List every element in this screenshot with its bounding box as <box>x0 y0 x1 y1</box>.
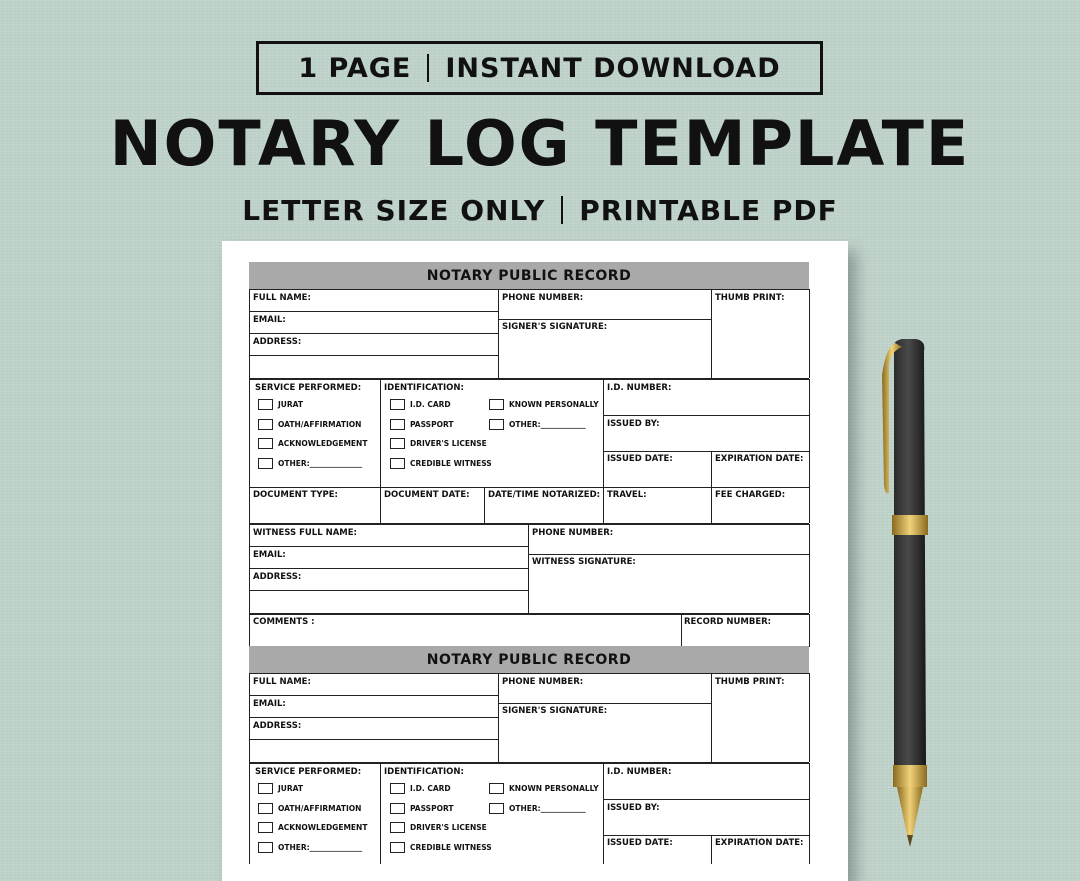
thumb-print-label: THUMB PRINT: <box>715 677 785 687</box>
document-date-label: DOCUMENT DATE: <box>384 490 470 500</box>
full-name-label: FULL NAME: <box>253 293 311 303</box>
service-option: OATH/AFFIRMATION <box>278 419 362 429</box>
service-option: JURAT <box>278 400 303 409</box>
grid-line <box>249 355 498 356</box>
thumb-print-label: THUMB PRINT: <box>715 293 785 303</box>
format-note: PRINTABLE PDF <box>579 193 838 227</box>
grid-line <box>249 289 809 290</box>
witness-address-label: ADDRESS: <box>253 572 302 582</box>
grid-line <box>809 763 810 864</box>
pen-image <box>872 335 936 855</box>
id-checkbox <box>489 399 504 410</box>
id-option: KNOWN PERSONALLY <box>509 784 599 793</box>
email-label: EMAIL: <box>253 315 286 325</box>
id-checkbox <box>390 822 405 833</box>
top-banner-box <box>256 41 823 95</box>
grid-line <box>249 590 528 591</box>
service-checkbox <box>258 419 273 430</box>
grid-line <box>484 487 485 523</box>
id-checkbox <box>390 458 405 469</box>
grid-line <box>249 379 809 380</box>
service-option: ACKNOWLEDGEMENT <box>278 439 368 448</box>
travel-label: TRAVEL: <box>607 490 647 500</box>
instant-download: INSTANT DOWNLOAD <box>445 52 781 84</box>
grid-line <box>603 451 809 452</box>
id-option: CREDIBLE WITNESS <box>410 458 492 468</box>
subtitle <box>0 190 1080 230</box>
id-option: PASSPORT <box>410 419 454 429</box>
full-name-label: FULL NAME: <box>253 677 311 687</box>
witness-name-label: WITNESS FULL NAME: <box>253 528 357 538</box>
grid-line <box>249 763 809 764</box>
grid-line <box>809 379 810 523</box>
service-option: JURAT <box>278 784 303 793</box>
identification-label: IDENTIFICATION: <box>384 767 464 777</box>
id-option: PASSPORT <box>410 803 454 813</box>
address-label: ADDRESS: <box>253 721 302 731</box>
grid-line <box>809 289 810 378</box>
id-option: DRIVER'S LICENSE <box>410 439 487 448</box>
pages-count: 1 PAGE <box>298 52 412 84</box>
phone-label: PHONE NUMBER: <box>502 677 584 687</box>
grid-line <box>528 554 809 555</box>
grid-line <box>249 487 809 488</box>
size-note: LETTER SIZE ONLY <box>242 193 546 227</box>
witness-email-label: EMAIL: <box>253 550 286 560</box>
record-heading: NOTARY PUBLIC RECORD <box>249 262 809 289</box>
service-checkbox <box>258 783 273 794</box>
grid-line <box>249 524 809 525</box>
id-checkbox <box>390 419 405 430</box>
grid-line <box>498 289 499 378</box>
issued-by-label: ISSUED BY: <box>607 803 660 813</box>
grid-line <box>249 739 498 740</box>
phone-label: PHONE NUMBER: <box>502 293 584 303</box>
grid-line <box>249 379 250 523</box>
grid-line <box>249 614 809 615</box>
grid-line <box>711 451 712 523</box>
grid-line <box>603 763 604 864</box>
id-checkbox <box>390 783 405 794</box>
id-checkbox <box>489 803 504 814</box>
id-option: CREDIBLE WITNESS <box>410 842 492 852</box>
issued-date-label: ISSUED DATE: <box>607 838 673 848</box>
grid-line <box>249 695 498 696</box>
service-checkbox <box>258 399 273 410</box>
grid-line <box>809 614 810 647</box>
grid-line <box>809 524 810 613</box>
grid-line <box>249 673 809 674</box>
grid-line <box>498 319 711 320</box>
service-option: OATH/AFFIRMATION <box>278 803 362 813</box>
service-performed-label: SERVICE PERFORMED: <box>255 767 362 777</box>
signer-signature-label: SIGNER'S SIGNATURE: <box>502 706 608 716</box>
comments-label: COMMENTS : <box>253 617 315 627</box>
grid-line <box>380 379 381 523</box>
id-number-label: I.D. NUMBER: <box>607 383 672 393</box>
fee-charged-label: FEE CHARGED: <box>715 490 786 500</box>
grid-line <box>249 717 498 718</box>
service-checkbox <box>258 438 273 449</box>
service-checkbox <box>258 458 273 469</box>
grid-line <box>249 763 250 864</box>
id-number-label: I.D. NUMBER: <box>607 767 672 777</box>
document-type-label: DOCUMENT TYPE: <box>253 490 338 500</box>
divider <box>561 196 563 224</box>
divider <box>427 54 429 82</box>
grid-line <box>249 614 250 647</box>
grid-line <box>603 835 809 836</box>
id-checkbox <box>390 842 405 853</box>
id-checkbox <box>489 783 504 794</box>
grid-line <box>498 673 499 762</box>
issued-by-label: ISSUED BY: <box>607 419 660 429</box>
page-title: NOTARY LOG TEMPLATE <box>109 107 971 180</box>
grid-line <box>498 703 711 704</box>
id-option: OTHER:____________ <box>509 803 586 813</box>
service-checkbox <box>258 803 273 814</box>
grid-line <box>380 763 381 864</box>
record-heading: NOTARY PUBLIC RECORD <box>249 646 809 673</box>
id-checkbox <box>390 803 405 814</box>
grid-line <box>249 311 498 312</box>
id-option: DRIVER'S LICENSE <box>410 823 487 832</box>
service-option: OTHER:______________ <box>278 842 363 852</box>
record-number-label: RECORD NUMBER: <box>684 617 772 627</box>
expiration-date-label: EXPIRATION DATE: <box>715 838 804 848</box>
datetime-notarized-label: DATE/TIME NOTARIZED: <box>488 490 601 500</box>
address-label: ADDRESS: <box>253 337 302 347</box>
grid-line <box>249 546 528 547</box>
id-option: KNOWN PERSONALLY <box>509 400 599 409</box>
issued-date-label: ISSUED DATE: <box>607 454 673 464</box>
id-checkbox <box>390 399 405 410</box>
grid-line <box>711 835 712 864</box>
id-checkbox <box>489 419 504 430</box>
witness-phone-label: PHONE NUMBER: <box>532 528 614 538</box>
service-checkbox <box>258 842 273 853</box>
grid-line <box>603 415 809 416</box>
email-label: EMAIL: <box>253 699 286 709</box>
identification-label: IDENTIFICATION: <box>384 383 464 393</box>
id-option: I.D. CARD <box>410 784 451 793</box>
signer-signature-label: SIGNER'S SIGNATURE: <box>502 322 608 332</box>
grid-line <box>711 289 712 378</box>
id-option: I.D. CARD <box>410 400 451 409</box>
grid-line <box>249 333 498 334</box>
grid-line <box>603 799 809 800</box>
service-performed-label: SERVICE PERFORMED: <box>255 383 362 393</box>
grid-line <box>809 673 810 762</box>
service-option: OTHER:______________ <box>278 458 363 468</box>
grid-line <box>681 614 682 647</box>
service-checkbox <box>258 822 273 833</box>
expiration-date-label: EXPIRATION DATE: <box>715 454 804 464</box>
grid-line <box>249 568 528 569</box>
id-checkbox <box>390 438 405 449</box>
grid-line <box>711 673 712 762</box>
grid-line <box>528 524 529 613</box>
service-option: ACKNOWLEDGEMENT <box>278 823 368 832</box>
id-option: OTHER:____________ <box>509 419 586 429</box>
witness-signature-label: WITNESS SIGNATURE: <box>532 557 636 567</box>
